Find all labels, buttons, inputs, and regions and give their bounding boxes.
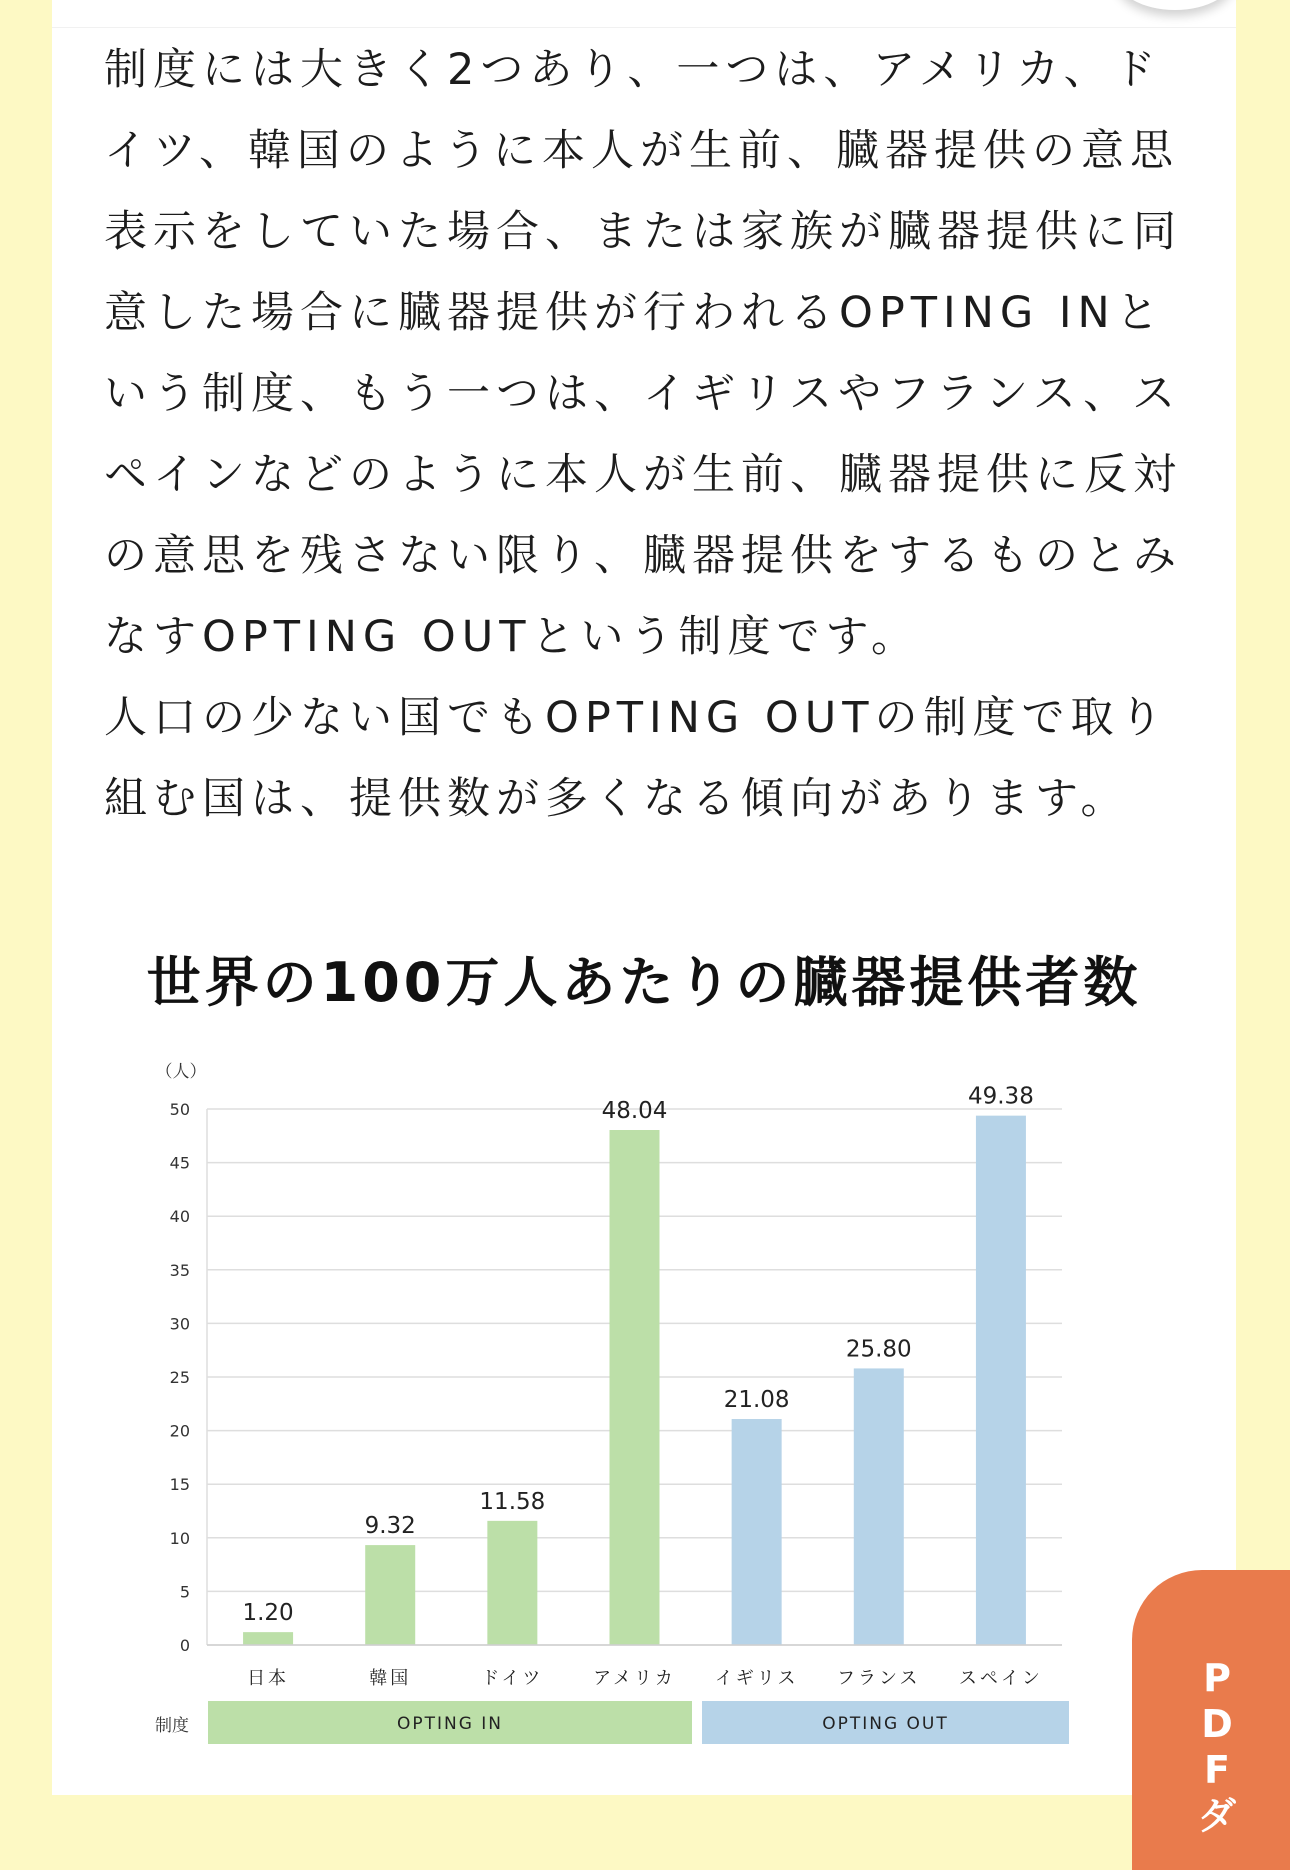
- y-tick-label: 50: [169, 1100, 190, 1119]
- bar-value-label: 49.38: [967, 1083, 1034, 1110]
- x-category-label: スペイン: [958, 1668, 1043, 1689]
- bar: [243, 1632, 293, 1645]
- y-tick-label: 0: [179, 1636, 190, 1655]
- bar: [854, 1368, 904, 1645]
- group-band-label: OPTING OUT: [822, 1714, 949, 1734]
- bar: [732, 1419, 782, 1645]
- y-tick-label: 30: [169, 1314, 190, 1334]
- pdf-download-label[interactable]: PDFダ: [1197, 1656, 1236, 1838]
- bar-value-label: 11.58: [479, 1488, 546, 1515]
- bar-value-label: 21.08: [723, 1387, 790, 1414]
- group-band-label: OPTING IN: [396, 1714, 504, 1734]
- y-tick-label: 45: [169, 1153, 190, 1173]
- y-tick-label: 10: [169, 1528, 190, 1548]
- x-category-label: 日本: [247, 1668, 290, 1689]
- article-paragraph-1: 制度には大きく2つあり、一つは、アメリカ、ドイツ、韓国のように本人が生前、臓器提供の意思表示をしていた場合、または家族が臓器提供に同意した場合に臓器提供が行われるOPTING INという制度、もう一つは、イギリスやフランス、スペインなどのように本人が生前、臓器提供に反対の意思を残さない限り、臓器提供をするものとみなすOPTING OUTという制度です。: [104, 45, 1182, 662]
- bar: [610, 1130, 660, 1645]
- article-paragraph-2: 人口の少ない国でもOPTING OUTの制度で取り組む国は、提供数が多くなる傾向があります。: [104, 693, 1169, 824]
- chart-title: 世界の100万人あたりの臓器提供者数: [146, 951, 1142, 1014]
- y-tick-label: 20: [169, 1421, 190, 1441]
- bar: [487, 1521, 537, 1645]
- bar-value-label: 48.04: [601, 1098, 668, 1125]
- bar-value-label: 9.32: [364, 1513, 416, 1540]
- x-category-label: フランス: [837, 1668, 921, 1689]
- y-tick-label: 35: [169, 1260, 190, 1280]
- bar: [976, 1116, 1026, 1645]
- y-axis-unit-label: （人）: [155, 1062, 207, 1082]
- y-tick-label: 15: [169, 1475, 190, 1495]
- x-category-label: アメリカ: [593, 1668, 676, 1689]
- y-tick-label: 25: [169, 1368, 190, 1387]
- x-category-label: イギリス: [714, 1668, 799, 1689]
- bar-value-label: 25.80: [845, 1336, 912, 1363]
- y-tick-label: 40: [169, 1207, 190, 1227]
- bar-value-label: 1.20: [242, 1600, 294, 1627]
- x-category-label: 韓国: [369, 1668, 412, 1689]
- y-tick-label: 5: [179, 1582, 190, 1602]
- bar: [365, 1545, 415, 1645]
- x-category-label: ドイツ: [481, 1668, 544, 1689]
- group-row-label: 制度: [155, 1716, 189, 1736]
